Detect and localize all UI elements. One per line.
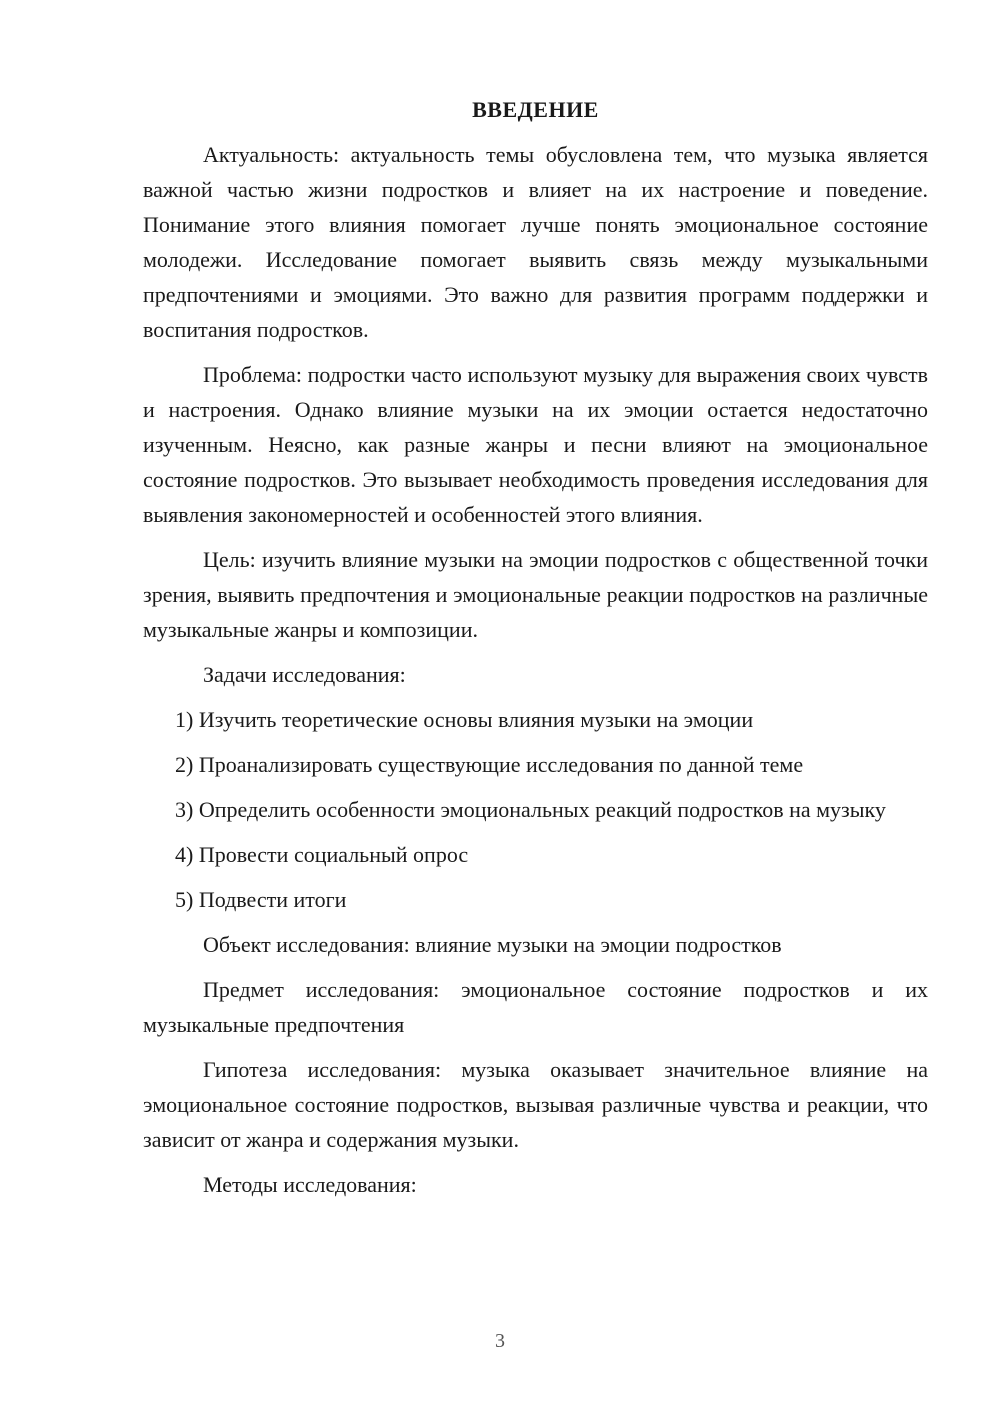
task-item-4: 4) Провести социальный опрос [175,842,469,867]
task-item-2: 2) Проанализировать существующие исследования по данной теме [175,752,804,777]
task-item-5: 5) Подвести итоги [175,887,347,912]
paragraph-relevance: Актуальность: актуальность темы обусловлена тем, что музыка является важной частью жизни подростков и влияет на их настроение и поведение. Понимание этого влияния помогает лучше понять эмоциональное состояние молодежи. Исследование помогает выявить связь между музыкальными предпочтениями и эмоциями. Это важно для развития программ поддержки и воспитания подростков. [143,142,928,342]
paragraph-subject: Предмет исследования: эмоциональное состояние подростков и их музыкальные предпочтения [143,977,928,1037]
paragraph-tasks-heading: Задачи исследования: [203,662,406,687]
paragraph-goal: Цель: изучить влияние музыки на эмоции подростков с общественной точки зрения, выявить предпочтения и эмоциональные реакции подростков на различные музыкальные жанры и композиции. [143,547,928,642]
document-title: ВВЕДЕНИЕ [472,97,599,122]
paragraph-hypothesis: Гипотеза исследования: музыка оказывает значительное влияние на эмоциональное состояние подростков, вызывая различные чувства и реакции, что зависит от жанра и содержания музыки. [143,1057,928,1152]
task-item-1: 1) Изучить теоретические основы влияния музыки на эмоции [175,707,754,732]
paragraph-methods: Методы исследования: [203,1172,417,1197]
task-item-3: 3) Определить особенности эмоциональных реакций подростков на музыку [175,797,886,822]
paragraph-object: Объект исследования: влияние музыки на эмоции подростков [203,932,782,957]
paragraph-problem: Проблема: подростки часто используют музыку для выражения своих чувств и настроения. Однако влияние музыки на их эмоции остается недостаточно изученным. Неясно, как разные жанры и песни влияют на эмоциональное состояние подростков. Это вызывает необходимость проведения исследования для выявления закономерностей и особенностей этого влияния. [143,362,928,527]
document-page [143,92,928,1212]
page-number: 3 [495,1330,505,1352]
